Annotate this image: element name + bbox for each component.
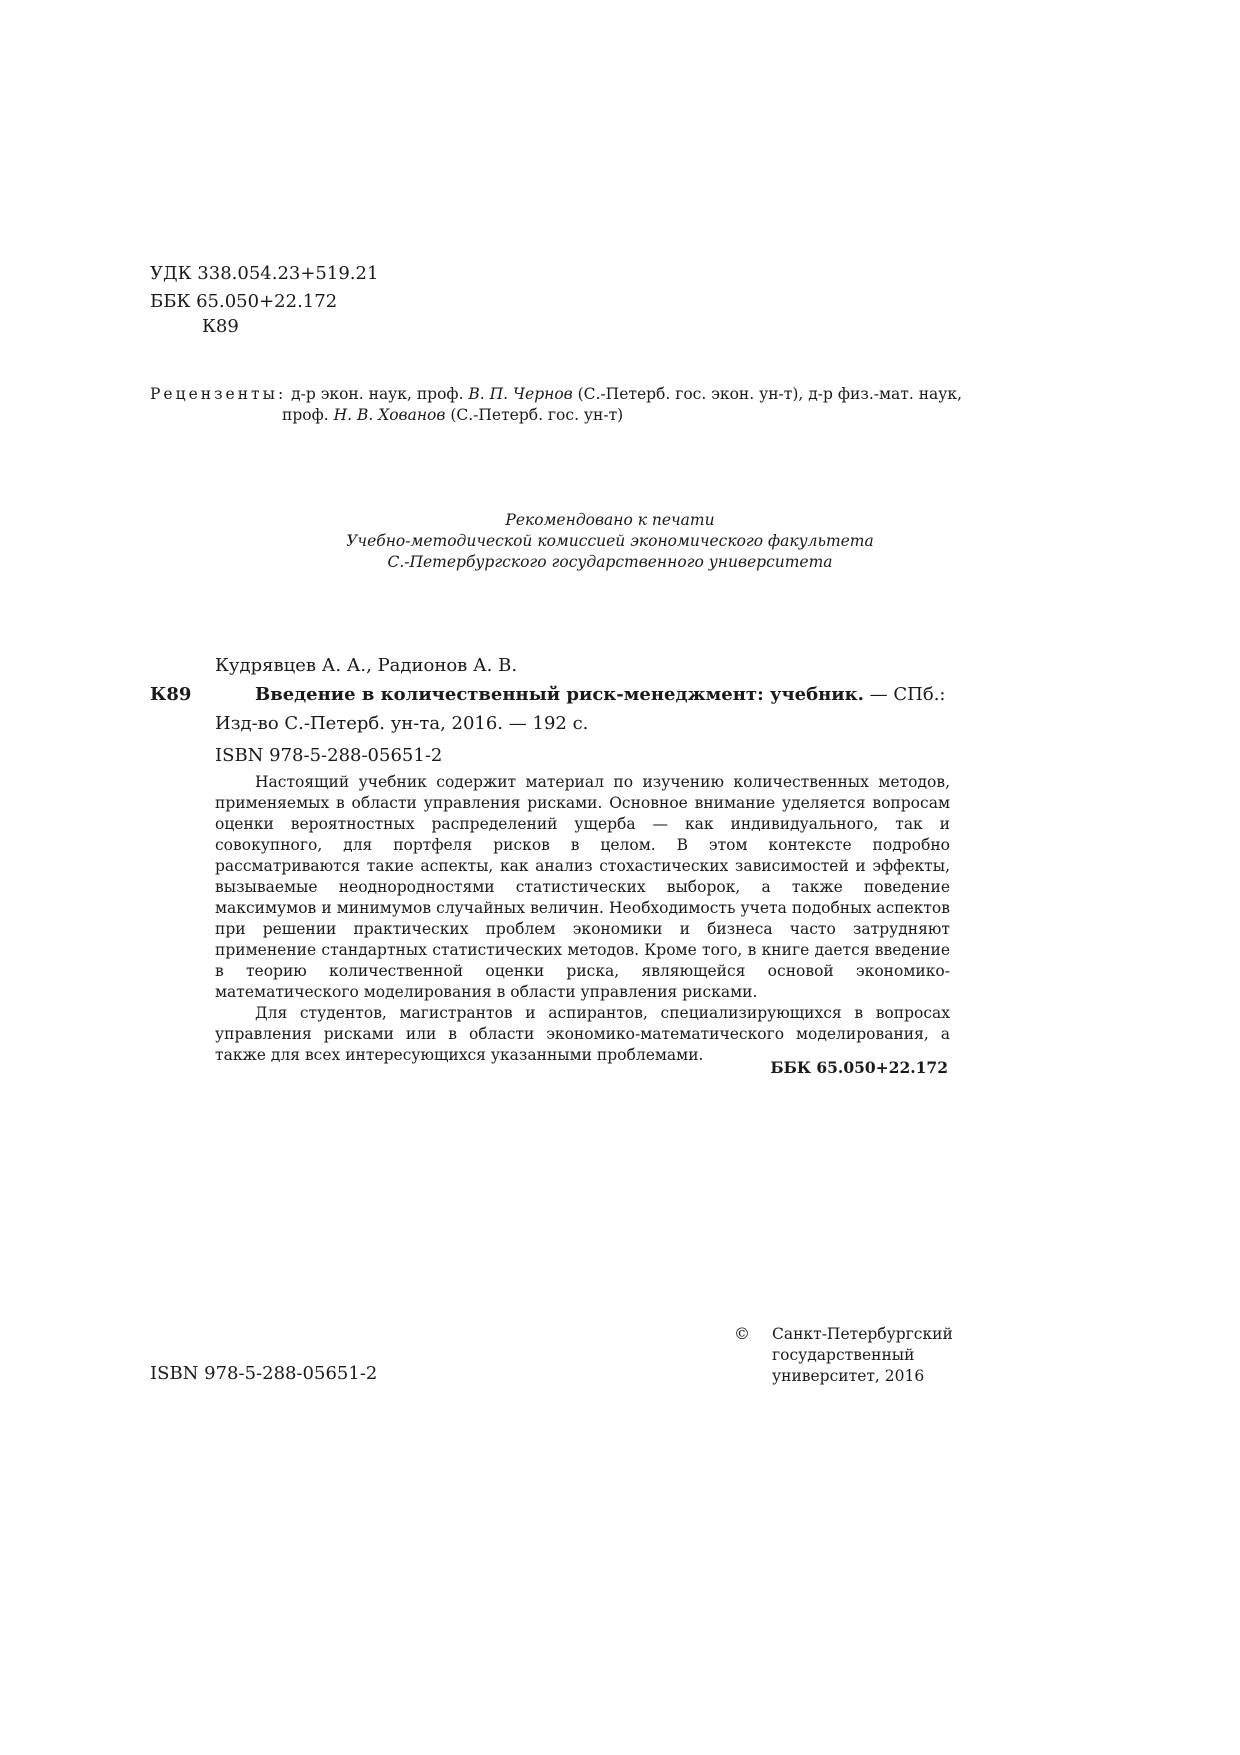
reviewers-line1-pre: д-р экон. наук, проф. [286, 385, 469, 403]
reviewer1-name: В. П. Чернов [468, 385, 573, 403]
annotation-block [215, 772, 950, 1066]
reviewers-line2 [150, 405, 965, 426]
reviewers-block [150, 384, 965, 426]
recommendation-line2: Учебно-методической комиссией экономического факультета [346, 532, 874, 550]
bibliography-mark: К89 [150, 684, 192, 705]
isbn-bottom: ISBN 978-5-288-05651-2 [150, 1363, 378, 1384]
recommendation-line1: Рекомендовано к печати [505, 511, 715, 529]
annotation-paragraph-2: Для студентов, магистрантов и аспирантов, специализирующихся в вопросах управления рисками или в области экономико-математического моделирования, а также для всех интересующихся указанными проблемами. [215, 1004, 950, 1064]
publisher-line: Изд-во С.-Петерб. ун-та, 2016. — 192 с. [215, 713, 589, 734]
recommendation-line3: С.-Петербургского государственного университета [387, 553, 833, 571]
recommendation-block [150, 510, 1070, 573]
reviewers-line2-post: (С.-Петерб. гос. ун-т) [445, 406, 624, 424]
reviewers-label: Рецензенты: [150, 385, 287, 403]
book-authors: Кудрявцев А. А., Радионов А. В. [215, 655, 518, 676]
copyright-icon: © [734, 1324, 750, 1343]
book-city: — СПб.: [863, 684, 946, 705]
reviewers-line2-pre: проф. [282, 406, 334, 424]
book-title-line [255, 683, 945, 707]
isbn-top: ISBN 978-5-288-05651-2 [215, 745, 443, 766]
udk-code: УДК 338.054.23+519.21 [150, 263, 379, 284]
reviewer2-name: Н. В. Хованов [333, 406, 446, 424]
book-title: Введение в количественный риск-менеджмент: учебник. [255, 684, 864, 705]
copyright-line2: государственный [772, 1346, 915, 1364]
annotation-paragraph-1: Настоящий учебник содержит материал по изучению количественных методов, применяемых в области управления рисками. Основное внимание уделяется вопросам оценки вероятностных распределений ущерба — как индивидуального, так и совокупного, для портфеля рисков в целом. В этом контексте подробно рассматриваются такие аспекты, как анализ стохастических зависимостей и эффекты, вызываемые неоднородностями статистических выборок, а также поведение максимумов и минимумов случайных величин. Необходимость учета подобных аспектов при решении практических проблем экономики и бизнеса часто затрудняют применение стандартных статистических методов. Кроме того, в книге дается введение в теорию количественной оценки риска, являющейся основой экономико-математического моделирования в области управления рисками. [215, 773, 950, 1001]
reviewers-line1-post: (С.-Петерб. гос. экон. ун-т), д-р физ.-мат. наук, [572, 385, 963, 403]
author-mark: К89 [202, 316, 239, 337]
bbk-bottom: ББК 65.050+22.172 [770, 1058, 948, 1077]
copyright-line3: университет, 2016 [772, 1367, 925, 1385]
copyright-line1: Санкт-Петербургский [772, 1325, 953, 1343]
bbk-code: ББК 65.050+22.172 [150, 291, 338, 312]
